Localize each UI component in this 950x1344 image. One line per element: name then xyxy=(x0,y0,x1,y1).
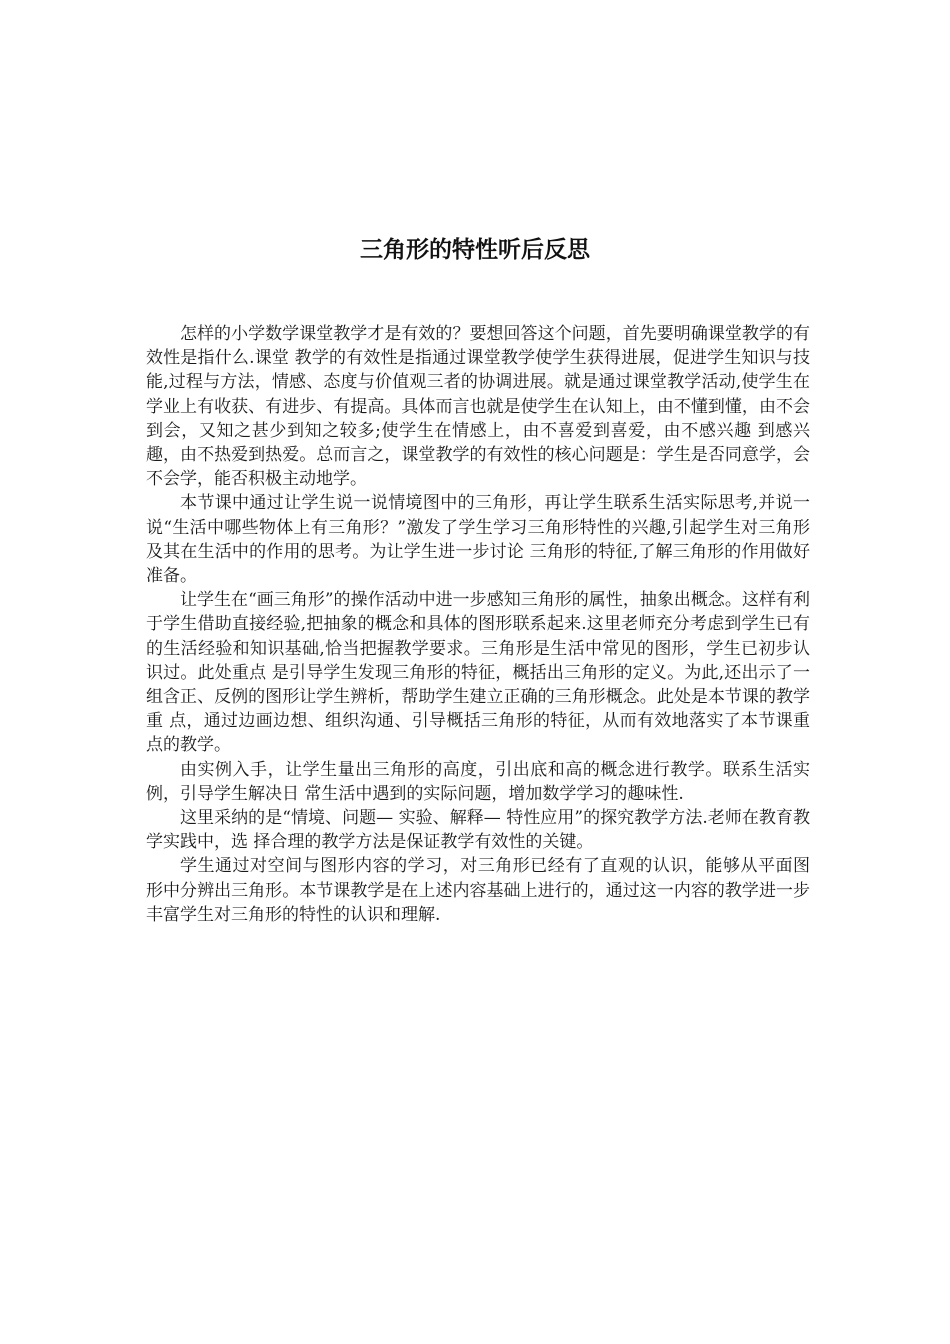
document-body xyxy=(146,322,810,927)
paragraph-1: 怎样的小学数学课堂教学才是有效的？要想回答这个问题，首先要明确课堂教学的有效性是指什么.课堂 教学的有效性是指通过课堂教学使学生获得进展，促进学生知识与技能,过程与方法，情感、态度与价值观三者的协调进展。就是通过课堂教学活动,使学生在学业上有收获、有进步、有提高。具体而言也就是使学生在认知上，由不懂到懂，由不会到会，又知之甚少到知之较多;使学生在情感上，由不喜爱到喜爱，由不感兴趣 到感兴趣，由不热爱到热爱。总而言之，课堂教学的有效性的核心问题是：学生是否同意学，会不会学，能否积极主动地学。 xyxy=(146,324,810,490)
paragraph-5: 这里采纳的是“情境、问题— 实验、解释— 特性应用”的探究教学方法.老师在教育教学实践中，选 择合理的教学方法是保证教学有效性的关键。 xyxy=(146,808,810,853)
paragraph-2: 本节课中通过让学生说一说情境图中的三角形，再让学生联系生活实际思考,并说一说“生活中哪些物体上有三角形？”激发了学生学习三角形特性的兴趣,引起学生对三角形及其在生活中的作用的思考。为让学生进一步讨论 三角形的特征,了解三角形的作用做好准备。 xyxy=(146,493,810,587)
document-title: 三角形的特性听后反思 xyxy=(360,237,590,263)
paragraph-6: 学生通过对空间与图形内容的学习，对三角形已经有了直观的认识，能够从平面图 形中分辨出三角形。本节课教学是在上述内容基础上进行的，通过这一内容的教学进一步丰富学生对三角形的特性的认识和理解. xyxy=(146,856,810,925)
paragraph-4: 由实例入手，让学生量出三角形的高度，引出底和高的概念进行教学。联系生活实例，引导学生解决日 常生活中遇到的实际问题，增加数学学习的趣味性. xyxy=(146,759,810,804)
paragraph-3: 让学生在“画三角形”的操作活动中进一步感知三角形的属性，抽象出概念。这样有利于学生借助直接经验,把抽象的概念和具体的图形联系起来.这里老师充分考虑到学生已有的生活经验和知识基础,恰当把握教学要求。三角形是生活中常见的图形，学生已初步认识过。此处重点 是引导学生发现三角形的特征，概括出三角形的定义。为此,还出示了一组含正、反例的图形让学生辨析，帮助学生建立正确的三角形概念。此处是本节课的教学重 点，通过边画边想、组织沟通、引导概括三角形的特征，从而有效地落实了本节课重点的教学。 xyxy=(146,590,810,756)
